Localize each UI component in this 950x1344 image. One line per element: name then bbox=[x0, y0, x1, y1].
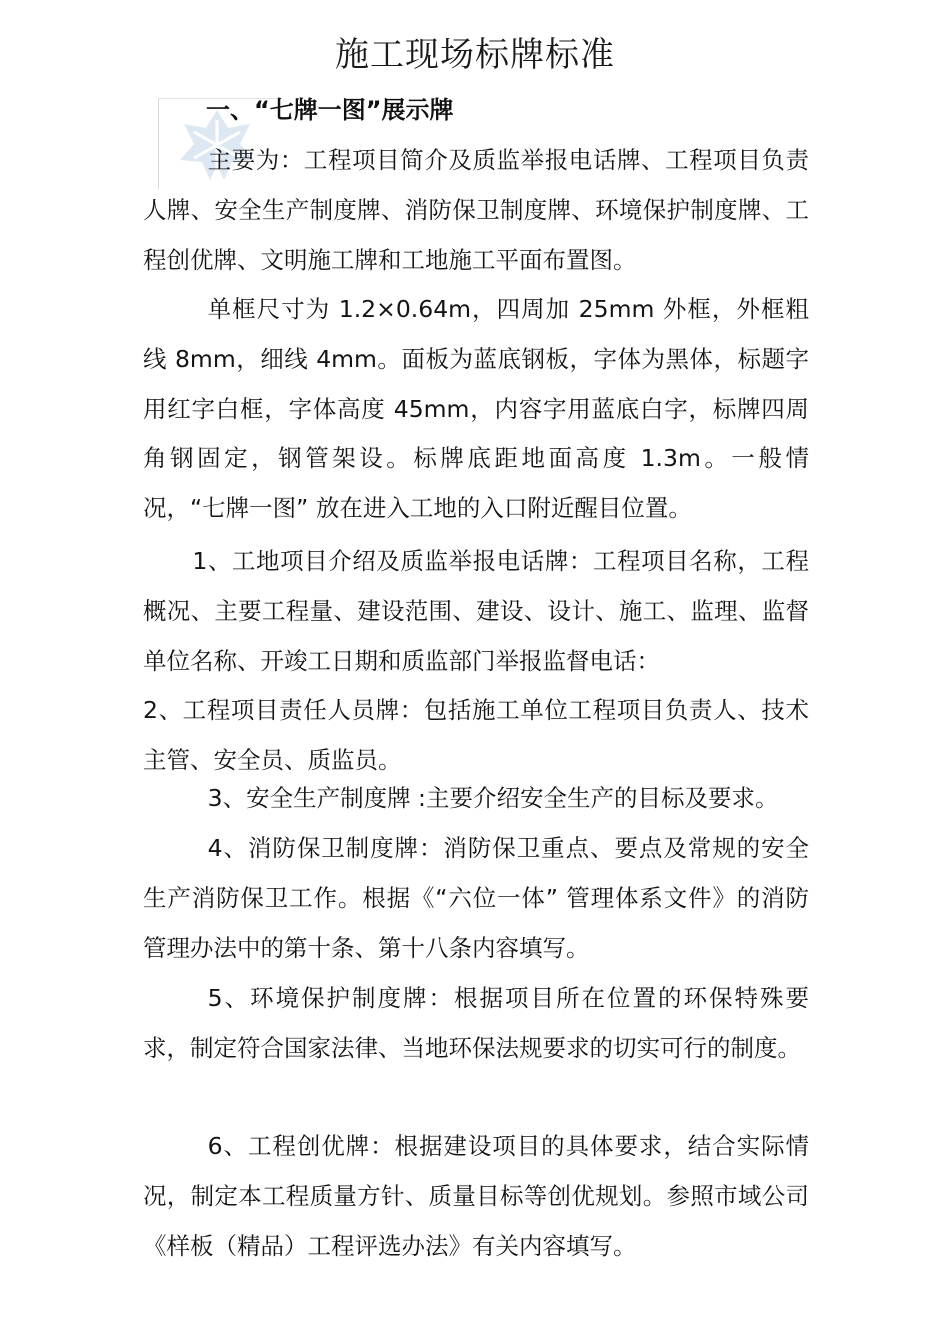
page-title: 施工现场标牌标准 bbox=[335, 35, 615, 75]
paragraph-item-2: 2、工程项目责任人员牌：包括施工单位工程项目负责人、技术主管、安全员、质监员。 bbox=[143, 696, 809, 774]
paragraph-item-4: 4、消防保卫制度牌：消防保卫重点、要点及常规的安全生产消防保卫工作。根据《“六位一体” 管理体系文件》的消防管理办法中的第十条、第十八条内容填写。 bbox=[143, 834, 809, 962]
paragraph-specifications: 单框尺寸为 1.2×0.64m，四周加 25mm 外框，外框粗线 8mm，细线 4mm。面板为蓝底钢板，字体为黑体，标题字用红字白框，字体高度 45mm，内容字用蓝底白字，标牌四周角钢固定，钢管架设。标牌底距地面高度 1.3m。一般情况，“七牌一图” 放在进入工地的入口附近醒目位置。 bbox=[143, 295, 809, 523]
paragraph-item-1: 1、工地项目介绍及质监举报电话牌：工程项目名称，工程概况、主要工程量、建设范围、建设、设计、施工、监理、监督单位名称、开竣工日期和质监部门举报监督电话： bbox=[143, 547, 809, 675]
paragraph-summary: 主要为：工程项目简介及质监举报电话牌、工程项目负责人牌、安全生产制度牌、消防保卫制度牌、环境保护制度牌、工程创优牌、文明施工牌和工地施工平面布置图。 bbox=[143, 146, 809, 274]
paragraph-item-6: 6、工程创优牌：根据建设项目的具体要求，结合实际情况，制定本工程质量方针、质量目标等创优规划。参照市域公司《样板（精品）工程评选办法》有关内容填写。 bbox=[143, 1132, 809, 1260]
paragraph-item-5: 5、环境保护制度牌：根据项目所在位置的环保特殊要求，制定符合国家法律、当地环保法规要求的切实可行的制度。 bbox=[143, 984, 809, 1062]
section-heading: 一、“七牌一图”展示牌 bbox=[206, 96, 454, 124]
paragraph-item-3: 3、安全生产制度牌 :主要介绍安全生产的目标及要求。 bbox=[207, 784, 779, 812]
